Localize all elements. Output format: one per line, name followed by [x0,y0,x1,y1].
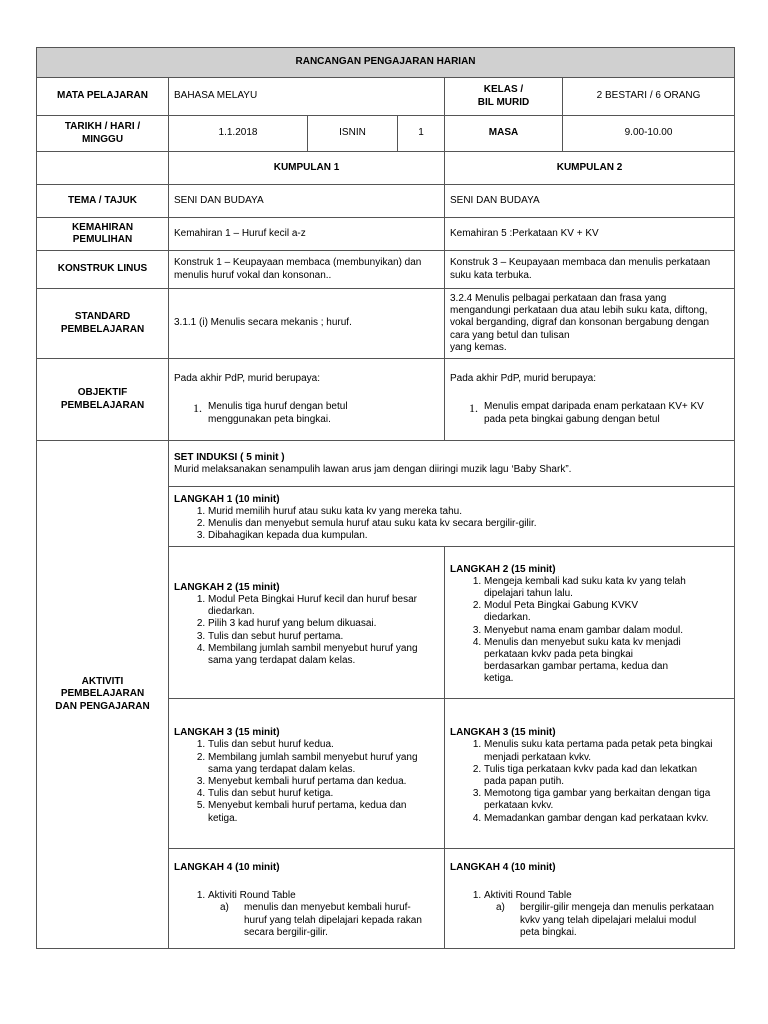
lesson-plan-table [36,47,735,949]
list-item: 2. Menulis dan menyebut semula huruf atau suku kata kv secara bergilir-gilir. [208,518,729,530]
list-item: 5. Menyebut kembali huruf pertama, kedua dan ketiga. [208,800,425,824]
objektif-label [37,359,169,441]
set-induksi-text: Murid melaksanakan senampulih lawan arus jam dengan diiringi muzik lagu ‘Baby Shark”. [174,464,572,475]
langkah2-k1-title: LANGKAH 2 (15 minit) [174,581,280,593]
tarikh-value: 1.1.2018 [169,116,308,152]
langkah2-k1-list [174,594,439,667]
kumpulan-1-header: KUMPULAN 1 [169,152,445,185]
masa-label: MASA [445,116,563,152]
objektif-k1-item [174,401,439,425]
minggu-value: 1 [398,116,445,152]
objektif-label-line1: OBJEKTIF [77,387,128,399]
langkah4-k1-list [174,890,439,902]
standard-label-line2: PEMBELAJARAN [60,323,145,335]
tema-k2: SENI DAN BUDAYA [445,185,735,218]
kelas-label-line2: BIL MURID [477,96,530,108]
kelas-label-line1: KELAS / [483,84,524,96]
konstruk-k2: Konstruk 3 – Keupayaan membaca dan menulis perkataan suku kata terbuka. [445,251,735,289]
list-item: 1. Menulis suku kata pertama pada petak peta bingkai menjadi perkataan kvkv. [484,739,719,763]
kemahiran-label-line2: PEMULIHAN [72,234,133,245]
kelas-label [445,78,563,116]
list-item: 1. Tulis dan sebut huruf kedua. [208,739,425,751]
list-item: 2. Membilang jumlah sambil menyebut huruf yang sama yang terdapat dalam kelas. [208,752,425,776]
objektif-k2-number: 1. [469,401,478,416]
set-induksi-cell [169,441,735,487]
kumpulan-2-header: KUMPULAN 2 [445,152,735,185]
plan-title: RANCANGAN PENGAJARAN HARIAN [37,48,735,78]
tarikh-label-line2: MINGGU [81,133,124,145]
langkah3-k2-cell [445,699,735,849]
list-item: 1. Mengeja kembali kad suku kata kv yang telah dipelajari tahun lalu. [484,576,719,600]
langkah3-k2-title: LANGKAH 3 (15 minit) [450,727,556,739]
list-item: 3. Memotong tiga gambar yang berkaitan dengan tiga perkataan kvkv. [484,788,719,812]
kumpulan-row [37,152,735,185]
list-item: 2. Tulis tiga perkataan kvkv pada kad dan lekatkan pada papan putih. [484,764,719,788]
langkah4-k2-cell [445,849,735,949]
langkah3-k1-list [174,739,439,824]
kemahiran-label-line1: KEMAHIRAN [71,221,134,233]
list-item: 1. Aktiviti Round Table [208,890,439,902]
sub-item-marker: a) [220,902,229,914]
langkah2-k1-cell [169,547,445,699]
langkah3-k2-list [450,739,729,824]
aktiviti-label-line3: DAN PENGAJARAN [55,700,150,712]
langkah3-k1-cell [169,699,445,849]
sub-item-marker: a) [496,902,505,914]
objektif-k2 [445,359,735,441]
tarikh-row [37,116,735,152]
mata-pelajaran-row [37,78,735,116]
aktiviti-label [37,441,169,949]
langkah4-k1-cell [169,849,445,949]
objektif-k1-number: 1. [193,401,202,416]
konstruk-k1: Konstruk 1 – Keupayaan membaca (membunyikan) dan menulis huruf vokal dan konsonan.. [169,251,445,289]
langkah2-k2-list [450,576,729,686]
induksi-row [37,441,735,487]
langkah1-list [174,506,729,543]
kelas-value: 2 BESTARI / 6 ORANG [563,78,735,116]
aktiviti-label-line1: AKTIVITI [81,676,124,688]
mata-pelajaran-value: BAHASA MELAYU [169,78,445,116]
langkah4-k1-title: LANGKAH 4 (10 minit) [174,862,280,874]
masa-value: 9.00-10.00 [563,116,735,152]
list-item: 3. Tulis dan sebut huruf pertama. [208,631,425,643]
sub-item-text: bergilir-gilir mengeja dan menulis perkataan kvkv yang telah dipelajari melalui modul peta bingkai. [520,902,714,938]
langkah2-k2-cell [445,547,735,699]
tarikh-label-line1: TARIKH / HARI / [64,121,141,133]
objektif-k2-intro: Pada akhir PdP, murid berupaya: [450,373,597,385]
objektif-k1-text: Menulis tiga huruf dengan betul menggunakan peta bingkai. [208,401,348,425]
list-item: 1. Modul Peta Bingkai Huruf kecil dan huruf besar diedarkan. [208,594,425,618]
set-induksi-title: SET INDUKSI ( 5 minit ) [174,451,285,463]
list-item: 3. Menyebut kembali huruf pertama dan kedua. [208,776,425,788]
list-item: 1. Murid memilih huruf atau suku kata kv yang mereka tahu. [208,506,729,518]
standard-k2-text-end: yang kemas. [450,341,507,353]
list-item: 3. Dibahagikan kepada dua kumpulan. [208,530,729,542]
standard-label-line1: STANDARD [74,311,131,323]
list-item: 2. Pilih 3 kad huruf yang belum dikuasai. [208,618,425,630]
list-item: 4. Membilang jumlah sambil menyebut huruf yang sama yang terdapat dalam kelas. [208,643,425,667]
langkah4-k2-sublist [484,902,729,939]
langkah4-k2-list [450,890,729,902]
langkah4-k1-sublist [208,902,439,939]
kemahiran-label [37,218,169,251]
list-item: 1. Aktiviti Round Table [484,890,729,902]
kemahiran-k1: Kemahiran 1 – Huruf kecil a-z [169,218,445,251]
tema-label: TEMA / TAJUK [37,185,169,218]
tarikh-label [37,116,169,152]
list-item [496,902,715,939]
standard-row [37,289,735,359]
list-item [220,902,425,939]
langkah1-cell [169,487,735,547]
standard-k1: 3.1.1 (i) Menulis secara mekanis ; huruf. [169,289,445,359]
aktiviti-label-line2: PEMBELAJARAN [60,688,145,700]
standard-k2-text: 3.2.4 Menulis pelbagai perkataan dan frasa yang mengandungi perkataan dua atau lebih suku kata, diftong, vokal berganding, digraf dan konsonan bergabung dengan cara yang betul dan tulisan [450,293,710,341]
objektif-k1 [169,359,445,441]
list-item: 2. Modul Peta Bingkai Gabung KVKV diedarkan. [484,600,719,624]
objektif-row [37,359,735,441]
list-item: 3. Menyebut nama enam gambar dalam modul. [484,625,719,637]
konstruk-label: KONSTRUK LINUS [37,251,169,289]
konstruk-row [37,251,735,289]
mata-pelajaran-label: MATA PELAJARAN [37,78,169,116]
langkah4-k2-title: LANGKAH 4 (10 minit) [450,862,556,874]
objektif-k2-text: Menulis empat daripada enam perkataan KV+ KV pada peta bingkai gabung dengan betul [484,401,704,425]
tema-row [37,185,735,218]
hari-value: ISNIN [308,116,398,152]
sub-item-text: menulis dan menyebut kembali huruf-huruf yang telah dipelajari kepada rakan secara bergilir-gilir. [244,902,422,938]
tema-k1: SENI DAN BUDAYA [169,185,445,218]
langkah1-title: LANGKAH 1 (10 minit) [174,493,280,505]
kemahiran-k2: Kemahiran 5 :Perkataan KV + KV [445,218,735,251]
standard-k2 [445,289,735,359]
title-row [37,48,735,78]
list-item: 4. Memadankan gambar dengan kad perkataan kvkv. [484,813,719,825]
list-item: 4. Menulis dan menyebut suku kata kv menjadi perkataan kvkv pada peta bingkai berdasarkan gambar pertama, kedua dan ketiga. [484,637,719,686]
kumpulan-blank [37,152,169,185]
langkah3-k1-title: LANGKAH 3 (15 minit) [174,727,280,739]
objektif-k1-intro: Pada akhir PdP, murid berupaya: [174,373,321,385]
list-item: 4. Tulis dan sebut huruf ketiga. [208,788,425,800]
kemahiran-row [37,218,735,251]
objektif-k2-item [450,401,729,425]
langkah2-k2-title: LANGKAH 2 (15 minit) [450,563,556,575]
standard-label [37,289,169,359]
objektif-label-line2: PEMBELAJARAN [60,399,145,411]
